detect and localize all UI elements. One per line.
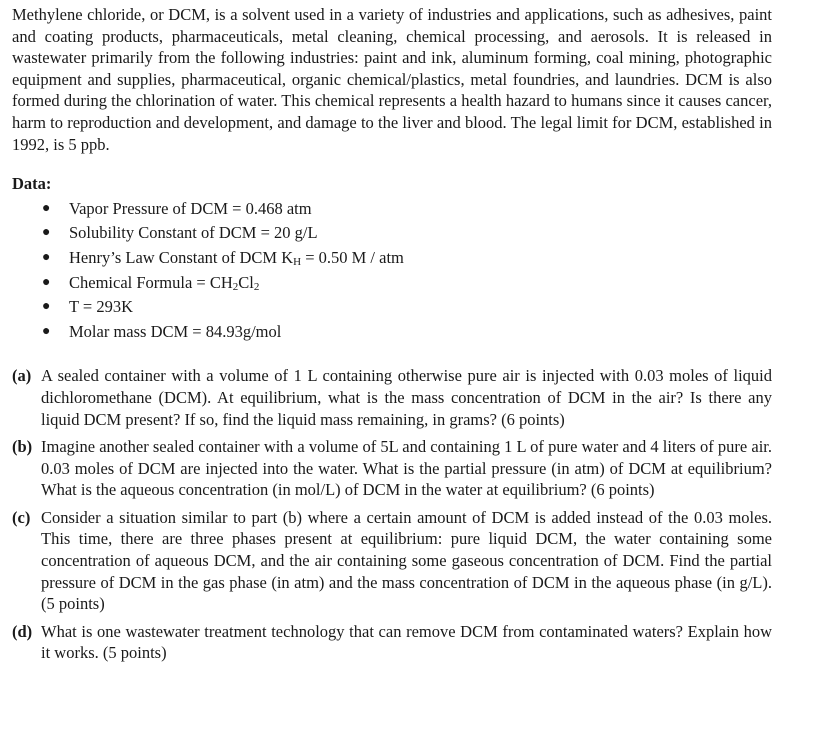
data-item-text <box>69 273 259 292</box>
data-heading: Data: <box>12 174 52 194</box>
question-label: (a) <box>12 366 32 386</box>
henry-subscript: H <box>293 255 302 268</box>
questions-list <box>12 365 772 664</box>
data-item-henry-constant <box>42 246 772 271</box>
data-item-text: Vapor Pressure of DCM = 0.468 atm <box>69 198 312 218</box>
data-item-vapor-pressure <box>42 197 772 222</box>
henry-suffix: = 0.50 M / atm <box>301 247 404 267</box>
data-item-text: Solubility Constant of DCM = 20 g/L <box>69 223 318 243</box>
question-text: Consider a situation similar to part (b) where a certain amount of DCM is added instead of the 0.03 moles. This time, there are three phases present at equilibrium: pure liquid DCM, the water containing some concentration of aqueous DCM, and the air containing some gaseous concentration of DCM. Find the partial pressure of DCM in the gas phase (in atm) and the mass concentration of DCM in the aqueous phase (in g/L). (5 points) <box>41 507 772 614</box>
question-d <box>12 621 772 664</box>
question-text: A sealed container with a volume of 1 L containing otherwise pure air is injected with 0.03 moles of liquid dichloromethane (DCM). At equilibrium, what is the mass concentration of DCM in the air? Is there any liquid DCM present? If so, find the liquid mass remaining, in grams? (6 points) <box>41 366 772 429</box>
data-item-temperature <box>42 295 772 320</box>
question-label: (c) <box>12 507 31 527</box>
bullet-icon: ● <box>42 249 51 265</box>
question-text: What is one wastewater treatment technology that can remove DCM from contaminated waters? Explain how it works. (5 points) <box>41 621 772 663</box>
bullet-icon: ● <box>42 274 51 290</box>
question-a <box>12 365 772 430</box>
data-item-solubility <box>42 221 772 246</box>
bullet-icon: ● <box>42 200 51 216</box>
data-item-text <box>69 248 404 267</box>
formula-subscript-1: 2 <box>232 280 239 293</box>
bullet-icon: ● <box>42 225 51 241</box>
intro-paragraph: Methylene chloride, or DCM, is a solvent used in a variety of industries and applications, such as adhesives, paint and coating products, pharmaceuticals, metal cleaning, chemical processing, and aerosols. It is released in wastewater primarily from the following industries: paint and ink, aluminum forming, coal mining, photographic equipment and supplies, pharmaceutical, organic chemical/plastics, metal foundries, and laundries. DCM is also formed during the chlorination of water. This chemical represents a health hazard to humans since it causes cancer, harm to reproduction and development, and damage to the liver and blood. The legal limit for DCM, established in 1992, is 5 ppb. <box>12 5 772 154</box>
question-text: Imagine another sealed container with a volume of 5L and containing 1 L of pure water and 4 liters of pure air. 0.03 moles of DCM are injected into the water. What is the partial pressure (in atm) of DCM at equilibrium? What is the aqueous concentration (in mol/L) of DCM in the water at equilibrium? (6 points) <box>41 437 772 500</box>
data-item-chemical-formula <box>42 271 772 296</box>
henry-prefix: Henry’s Law Constant of DCM K <box>69 247 294 267</box>
data-item-molar-mass <box>42 320 772 345</box>
data-list <box>12 197 772 345</box>
bullet-icon: ● <box>42 323 51 339</box>
question-label: (d) <box>12 621 33 641</box>
data-item-text: T = 293K <box>69 297 134 317</box>
bullet-icon: ● <box>42 299 51 315</box>
formula-subscript-2: 2 <box>253 280 260 293</box>
question-label: (b) <box>12 437 33 457</box>
question-c <box>12 507 772 615</box>
data-item-text: Molar mass DCM = 84.93g/mol <box>69 321 282 341</box>
formula-prefix: Chemical Formula = CH <box>69 272 233 292</box>
formula-mid: Cl <box>238 272 254 292</box>
question-b <box>12 436 772 501</box>
